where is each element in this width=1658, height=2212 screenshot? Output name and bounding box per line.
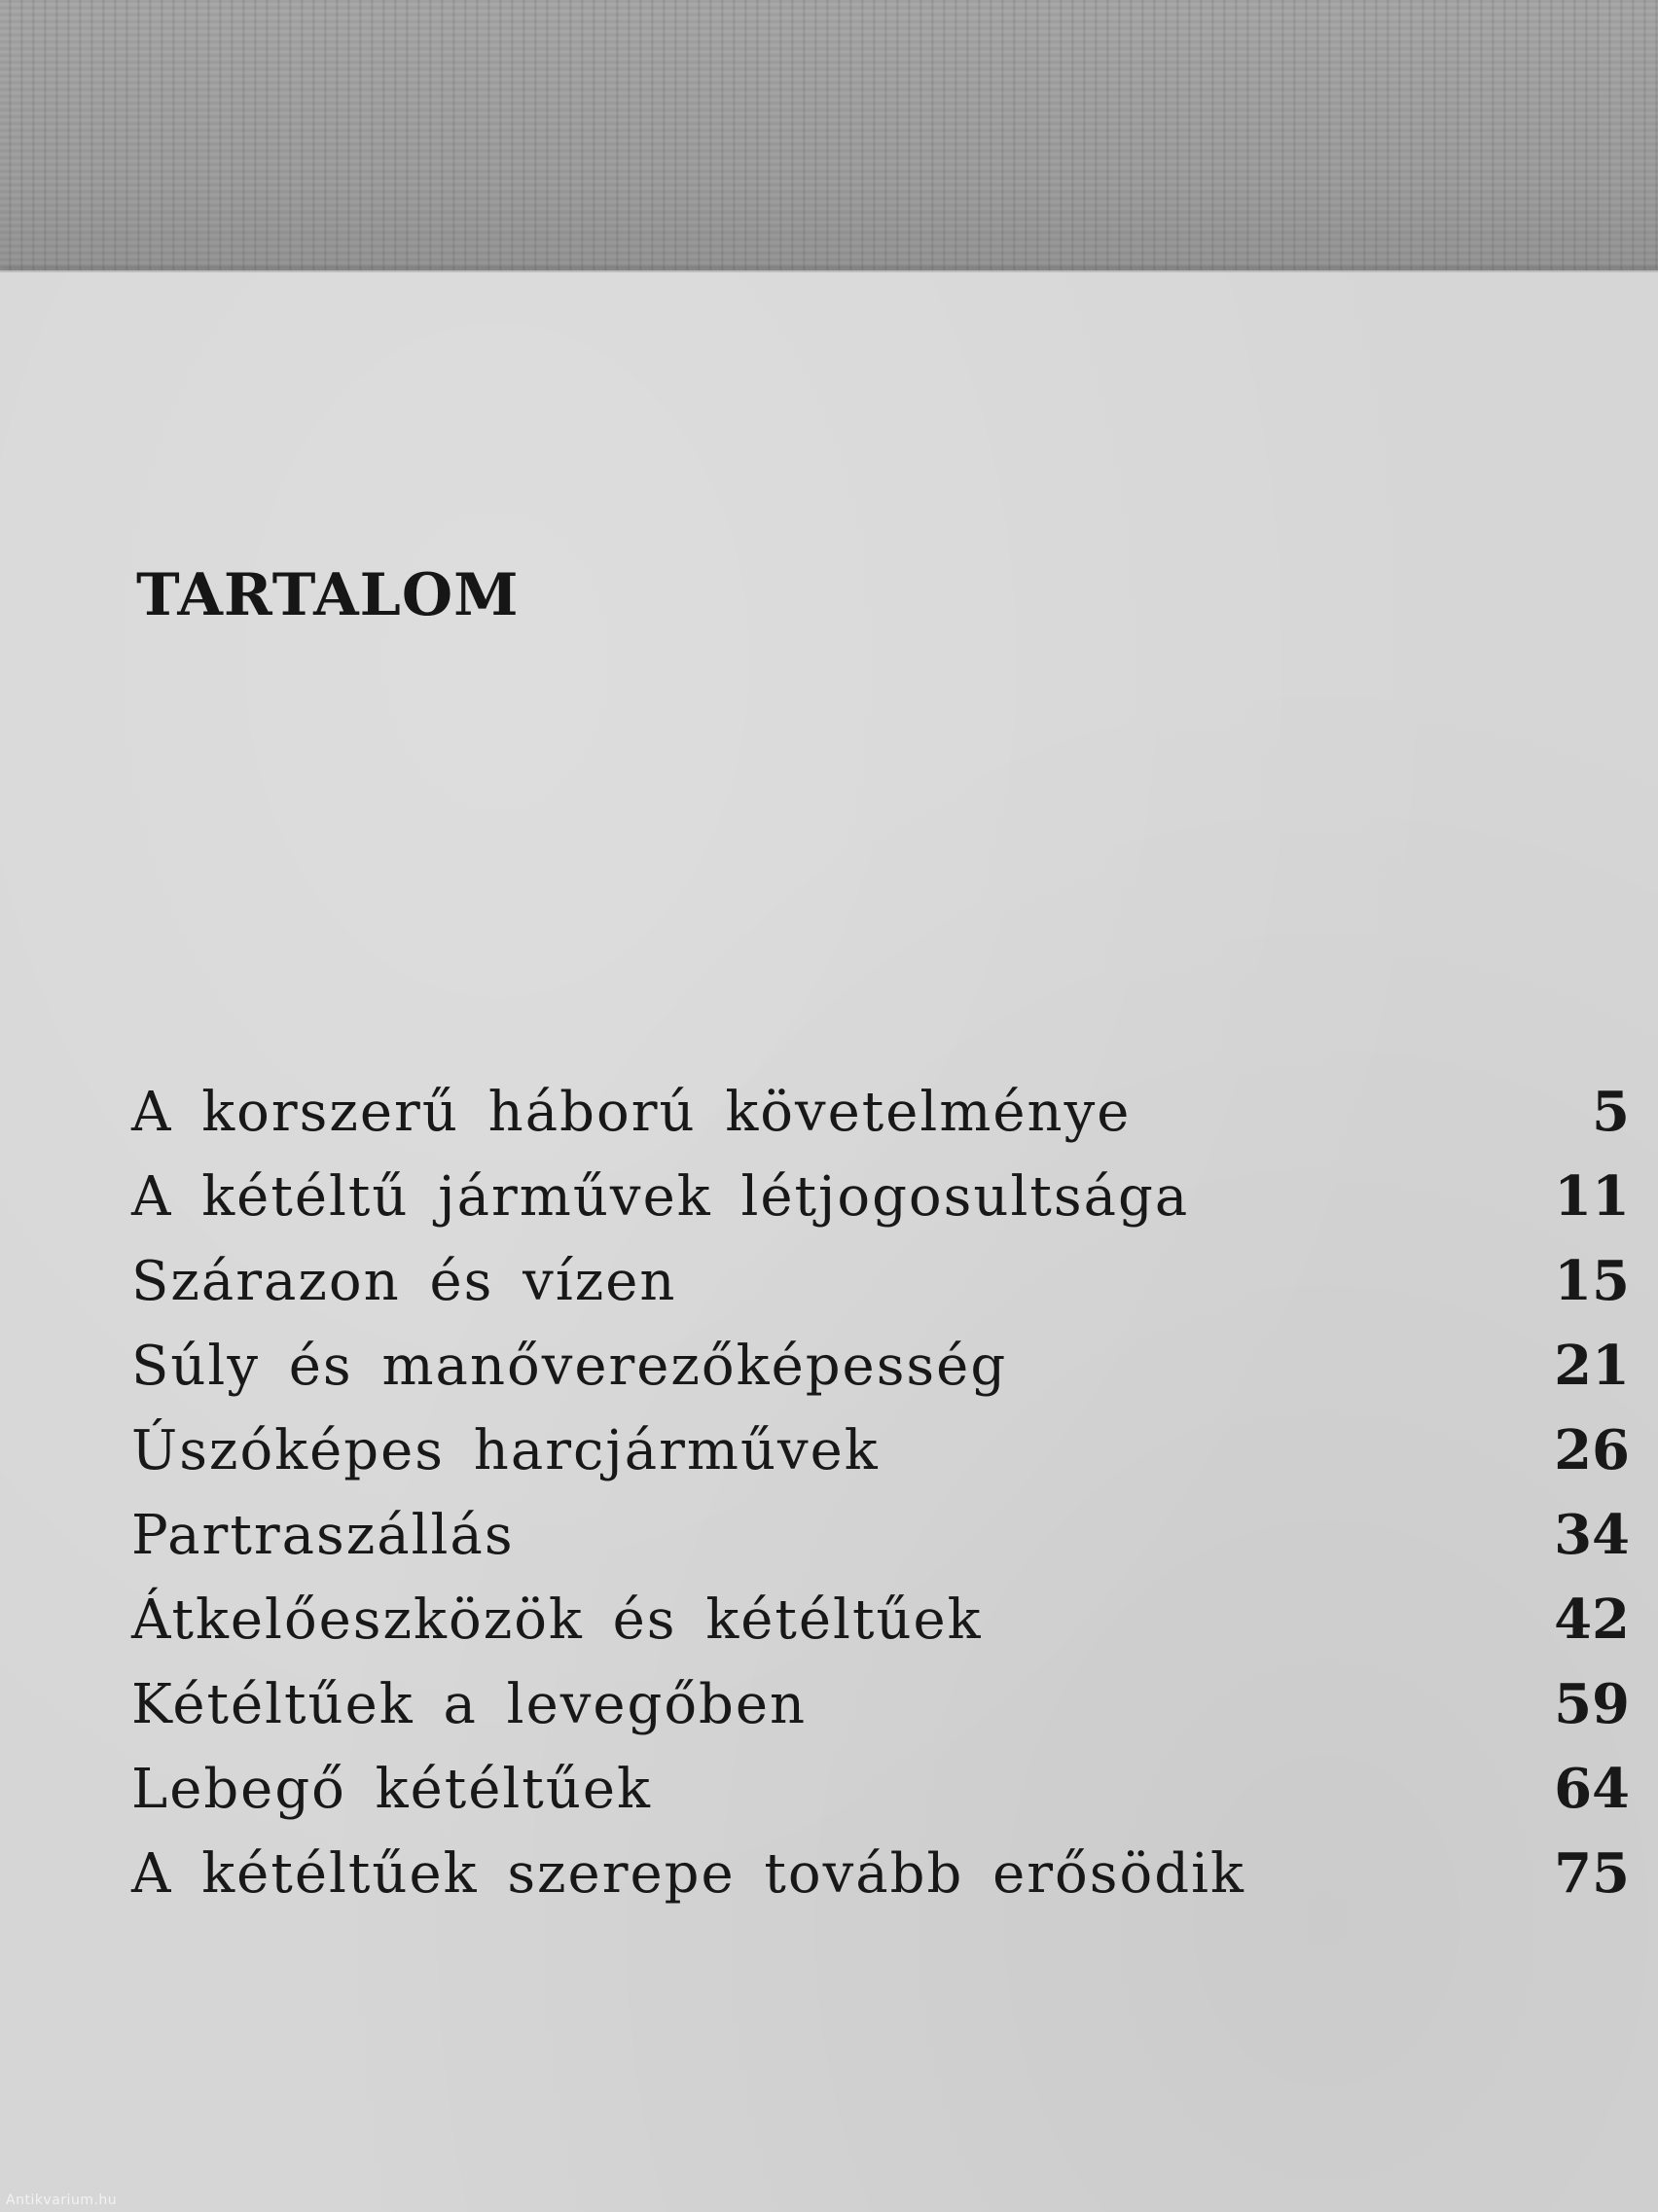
toc-entry-title: A kétéltű járművek létjogosultsága xyxy=(131,1165,1190,1229)
toc-entry-page: 26 xyxy=(1554,1418,1630,1482)
toc-entry-page: 11 xyxy=(1554,1164,1630,1229)
toc-entry-page: 15 xyxy=(1554,1249,1630,1313)
toc-entry xyxy=(131,1324,1630,1409)
toc-entry-title: Átkelőeszközök és kétéltűek xyxy=(131,1588,983,1652)
toc-entry-title: A korszerű háború követelménye xyxy=(131,1081,1132,1144)
book-page xyxy=(0,270,1658,2212)
toc-entry-title: Lebegő kétéltűek xyxy=(131,1758,652,1821)
toc-entry-title: A kétéltűek szerepe tovább erősödik xyxy=(131,1842,1245,1906)
toc-entry-page: 21 xyxy=(1554,1334,1630,1398)
toc-entry xyxy=(131,1662,1630,1747)
toc-entry-page: 34 xyxy=(1554,1503,1630,1567)
toc-entry xyxy=(131,1578,1630,1662)
table-surface xyxy=(0,0,1658,292)
toc-entry xyxy=(131,1409,1630,1493)
toc-entry-page: 5 xyxy=(1592,1080,1630,1144)
toc-entry-title: Súly és manőverezőképesség xyxy=(131,1335,1008,1398)
toc-entry-title: Partraszállás xyxy=(131,1504,515,1567)
toc-entry-page: 42 xyxy=(1554,1588,1630,1652)
table-of-contents xyxy=(131,1070,1630,1916)
toc-entry xyxy=(131,1239,1630,1324)
toc-entry xyxy=(131,1155,1630,1239)
toc-entry-page: 64 xyxy=(1554,1757,1630,1821)
toc-entry xyxy=(131,1747,1630,1832)
toc-entry-title: Kétéltűek a levegőben xyxy=(131,1673,808,1736)
page-title: TARTALOM xyxy=(136,561,520,629)
toc-entry xyxy=(131,1832,1630,1916)
toc-entry-page: 59 xyxy=(1554,1672,1630,1736)
toc-entry xyxy=(131,1493,1630,1578)
toc-entry-title: Úszóképes harcjárművek xyxy=(131,1419,880,1482)
watermark: Antikvarium.hu xyxy=(6,2193,118,2208)
toc-entry xyxy=(131,1070,1630,1155)
toc-entry-page: 75 xyxy=(1554,1841,1630,1906)
toc-entry-title: Szárazon és vízen xyxy=(131,1250,677,1313)
